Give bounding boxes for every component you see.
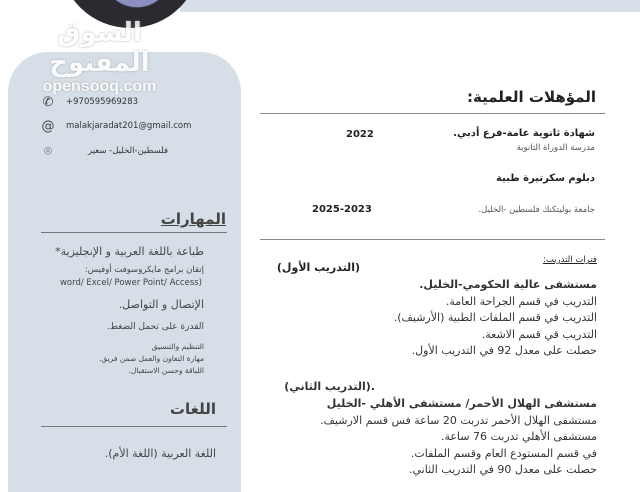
degree-school: جامعة بوليتكنك فلسطين -الخليل. — [478, 205, 595, 215]
training-line: حصلت على معدل 92 في التدريب الأول. — [411, 344, 597, 357]
phone-icon: ✆ — [42, 94, 54, 110]
skill-item: إتقان برامج مايكروسوفت أوفيس: — [84, 265, 204, 275]
contact-address — [40, 143, 168, 159]
at-icon: @ — [41, 118, 55, 134]
contact-email — [40, 118, 191, 134]
language-item: اللغة العربية (اللغة الأم). — [104, 447, 216, 460]
watermark-arabic: السوق المفتوح — [49, 18, 150, 78]
divider — [260, 113, 605, 114]
skill-item: الإتصال و التواصل. — [118, 298, 204, 311]
degree-school: مدرسة الدوراة الثانوية — [516, 143, 595, 153]
training-label: (التدريب الأول) — [276, 261, 360, 274]
skill-item: التنظيم والتنسيق — [151, 342, 204, 351]
skill-item: اللباقة وحسن الاستقبال. — [128, 366, 204, 375]
skill-item: القدرة على تحمل الضغط. — [106, 322, 204, 332]
training-place: مستشفى الهلال الأحمر/ مستشفى الأهلي -الخليل — [326, 397, 597, 410]
degree-title: دبلوم سكرتيرة طبية — [495, 173, 595, 184]
training-line: مستشفى الأهلي تدربت 76 ساعة. — [440, 430, 597, 443]
training-line: التدريب قي قسم الاشعة. — [481, 327, 597, 341]
address-text: فلسطين-الخليل- سعير — [88, 146, 169, 156]
training-line: مستشفى الهلال الأحمر تدربت 20 ساعة فس قسم الارشيف. — [320, 413, 597, 427]
training-place: مستشفى عالية الحكومي-الخليل. — [419, 278, 597, 291]
skill-item: طباعة باللغة العربية و الإنجليزية* — [55, 245, 204, 258]
location-pin-icon: ⌾ — [44, 143, 52, 159]
contact-phone — [40, 94, 138, 110]
skill-item: word/ Excel/ Power Point/ Access) — [59, 278, 202, 288]
skills-heading: المهارات — [160, 210, 226, 228]
divider — [260, 239, 605, 240]
watermark-latin: opensooq.com — [42, 78, 157, 95]
phone-text: +970595969283 — [66, 97, 139, 107]
training-line: في قسم المستودع العام وقسم الملفات. — [410, 446, 597, 460]
training-heading: فترات التدريب: — [542, 255, 597, 265]
languages-heading: اللغات — [169, 400, 216, 418]
training-line: التدريب في قسم الملفات الطبية (الأرشيف). — [393, 311, 597, 324]
header-band — [180, 0, 640, 12]
divider — [41, 426, 227, 427]
training-label: .(التدريب الثاني) — [284, 380, 375, 393]
skill-item: مهارة التعاون والعمل ضمن فريق. — [99, 354, 204, 363]
training-line: التدريب في قسم الجراحة العامة. — [445, 294, 597, 308]
degree-year: 2025-2023 — [312, 204, 372, 215]
opensooq-watermark — [22, 18, 177, 96]
degree-year: 2022 — [346, 129, 374, 140]
degree-title: شهادة ثانوية عامة-فرع أدبي. — [453, 128, 595, 139]
email-text: malakjaradat201@gmail.com — [66, 121, 192, 131]
training-line: حصلت على معدل 90 في التدريب الثاني. — [408, 463, 597, 476]
education-heading: المؤهلات العلمية: — [467, 88, 596, 106]
divider — [41, 232, 227, 233]
